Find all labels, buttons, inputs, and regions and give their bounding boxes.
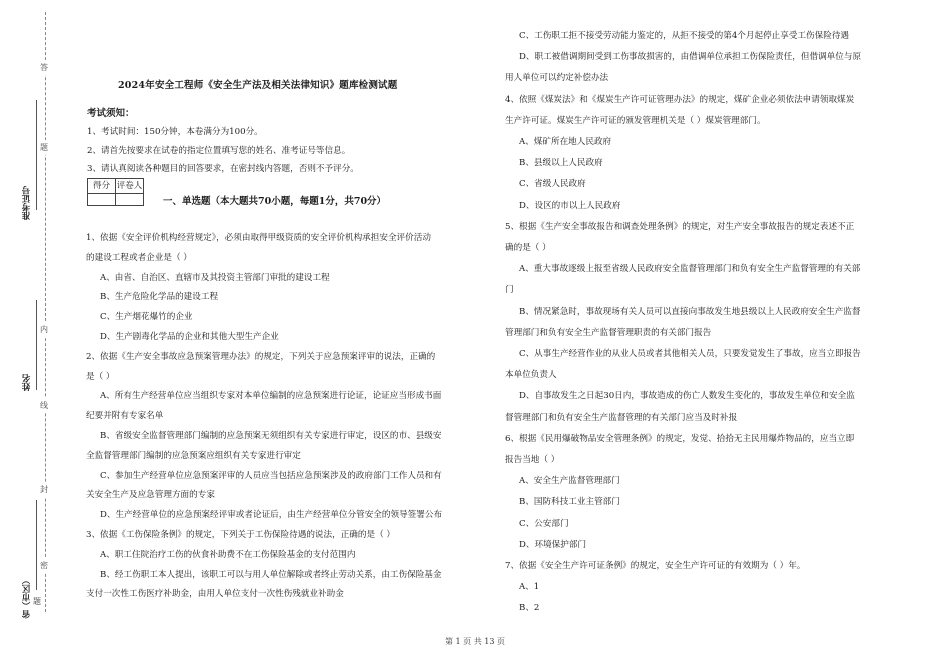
exam-number-field[interactable] <box>36 100 37 210</box>
seal-char: 题 <box>40 140 48 155</box>
margin-bottom-char: 题 <box>33 597 41 606</box>
answer-option: C、从事生产经营作业的从业人员或者其他相关人员，只要发觉发生了事故，应当立即报告 <box>519 349 861 359</box>
notice-item: 1、考试时间：150分钟，本卷满分为100分。 <box>87 127 263 137</box>
section-title: 一、单选题（本大题共70小题，每题1分，共70分） <box>163 196 387 207</box>
binding-margin <box>0 0 60 671</box>
page-footer: 第 1 页 共 13 页 <box>445 637 505 646</box>
answer-option: B、情况紧急时，事故现场有关人员可以直接向事故发生地县级以上人民政府安全生产监督 <box>519 306 861 317</box>
question-text: 门 <box>505 285 514 296</box>
answer-option: D、设区的市以上人民政府 <box>519 200 621 211</box>
seal-char: 内 <box>40 322 48 337</box>
question-text: 报告当地（ ） <box>505 455 560 465</box>
question-text: 是（ ） <box>86 371 115 382</box>
answer-option: A、所有生产经营单位应当组织专家对本单位编制的应急预案进行论证，论证应当形成书面 <box>100 391 442 402</box>
question-text: 全监督管理部门编制的应急预案应组织有关专家进行审定 <box>86 450 301 461</box>
seal-char: 线 <box>40 398 48 413</box>
answer-option: A、煤矿所在地人民政府 <box>519 137 612 147</box>
question-text: 管理部门和负有安全生产监督管理职责的有关部门报告 <box>505 327 712 338</box>
province-field[interactable] <box>36 500 37 590</box>
province-label: 省（市区） <box>22 576 32 619</box>
question-stem: 2、依据《生产安全事故应急预案管理办法》的规定，下列关于应急预案评审的说法，正确的 <box>86 351 436 362</box>
score-cell[interactable] <box>88 194 116 206</box>
answer-option: B、省级安全监督管理部门编制的应急预案无须组织有关专家进行审定，设区的市、县级安 <box>100 431 442 441</box>
answer-option: B、县级以上人民政府 <box>519 158 603 169</box>
answer-option: D、自事故发生之日起30日内，事故造成的伤亡人数发生变化的，事故发生单位和安全监 <box>519 391 855 402</box>
answer-option: D、职工被借调期间受到工伤事故损害的，由借调单位承担工伤保险责任，但借调单位与原 <box>519 52 862 63</box>
question-stem: 4、依照《煤炭法》和《煤炭生产许可证管理办法》的规定，煤矿企业必须依法申请领取煤炭 <box>505 94 855 105</box>
answer-option: B、生产危险化学品的建设工程 <box>100 292 219 303</box>
answer-option: A、由省、自治区、直辖市及其投资主管部门审批的建设工程 <box>100 272 330 283</box>
answer-option: B、经工伤职工本人提出，该职工可以与用人单位解除或者终止劳动关系，由工伤保险基金 <box>100 569 442 580</box>
answer-option: D、生产经营单位的应急预案经评审或者论证后，由生产经营单位分管安全的领导签署公布 <box>100 510 443 521</box>
question-stem: 3、依据《工伤保险条例》的规定，下列关于工伤保险待遇的说法，正确的是（ ） <box>86 530 395 540</box>
question-text: 确的是（ ） <box>505 243 551 253</box>
question-text: 的建设工程或者企业是（ ） <box>86 252 192 263</box>
grader-label: 评卷人 <box>116 179 144 194</box>
answer-option: B、国防科技工业主管部门 <box>519 497 620 508</box>
seal-line <box>45 12 46 612</box>
seal-char: 密 <box>40 558 48 573</box>
question-stem: 1、依据《安全评价机构经营规定》，必须由取得甲级资质的安全评价机构承担安全评价活动 <box>86 233 431 243</box>
answer-option: C、参加生产经营单位应急预案评审的人员应当包括应急预案涉及的政府部门工作人员和有 <box>100 470 442 481</box>
question-text: 督管理部门和负有安全生产监督管理的有关部门应当及时补报 <box>505 412 738 423</box>
score-label: 得分 <box>88 179 116 194</box>
question-text: 生产许可证。煤炭生产许可证的颁发管理机关是（ ）煤炭管理部门。 <box>505 115 766 126</box>
answer-option: D、环境保护部门 <box>519 539 587 550</box>
question-stem: 7、依据《安全生产许可证条例》的规定，安全生产许可证的有效期为（ ）年。 <box>505 561 806 571</box>
answer-option: A、安全生产监督管理部门 <box>519 476 620 487</box>
exam-title: 2024年安全工程师《安全生产法及相关法律知识》题库检测试题 <box>118 80 398 91</box>
answer-option: A、重大事故逐级上报至省级人民政府安全监督管理部门和负有安全生产监督管理的有关部 <box>519 264 861 275</box>
answer-option: C、公安部门 <box>519 518 569 529</box>
answer-option: C、生产烟花爆竹的企业 <box>100 312 193 323</box>
question-text: 支付一次性工伤医疗补助金，由用人单位支付一次性伤残就业补助金 <box>86 589 344 600</box>
answer-option: A、职工住院治疗工伤的伙食补助费不在工伤保险基金的支付范围内 <box>100 549 356 560</box>
question-stem: 6、根据《民用爆破物品安全管理条例》的规定，发觉、拾拾无主民用爆炸物品的，应当立即 <box>505 433 855 444</box>
seal-char: 封 <box>40 482 48 497</box>
answer-option: B、2 <box>519 603 540 614</box>
question-text: 用人单位可以约定补偿办法 <box>505 73 609 84</box>
answer-option: C、工伤职工拒不接受劳动能力鉴定的，从拒不接受的第4个月起停止享受工伤保险待遇 <box>519 31 850 41</box>
exam-number-label: 准考证号 <box>22 186 32 220</box>
name-field[interactable] <box>36 300 37 390</box>
answer-option: C、省级人民政府 <box>519 179 586 190</box>
question-text: 纪要并附有专家名单 <box>86 411 164 422</box>
grader-cell[interactable] <box>116 194 144 206</box>
score-box <box>87 178 144 206</box>
notice-title: 考试须知： <box>87 108 135 119</box>
notice-item: 2、请首先按要求在试卷的指定位置填写您的姓名、准考证号等信息。 <box>87 146 351 156</box>
notice-item: 3、请认真阅读各种题目的回答要求，在密封线内答题，否则不予评分。 <box>87 164 359 174</box>
name-label: 姓名 <box>22 374 32 391</box>
question-text: 关安全生产及应急管理方面的专家 <box>86 490 215 501</box>
seal-char: 答 <box>40 60 48 75</box>
answer-option: A、1 <box>519 582 540 593</box>
question-text: 本单位负责人 <box>505 370 557 381</box>
answer-option: D、生产剧毒化学品的企业和其他大型生产企业 <box>100 332 279 342</box>
question-stem: 5、根据《生产安全事故报告和调查处理条例》的规定，对生产安全事故报告的规定表述不正 <box>505 221 855 232</box>
